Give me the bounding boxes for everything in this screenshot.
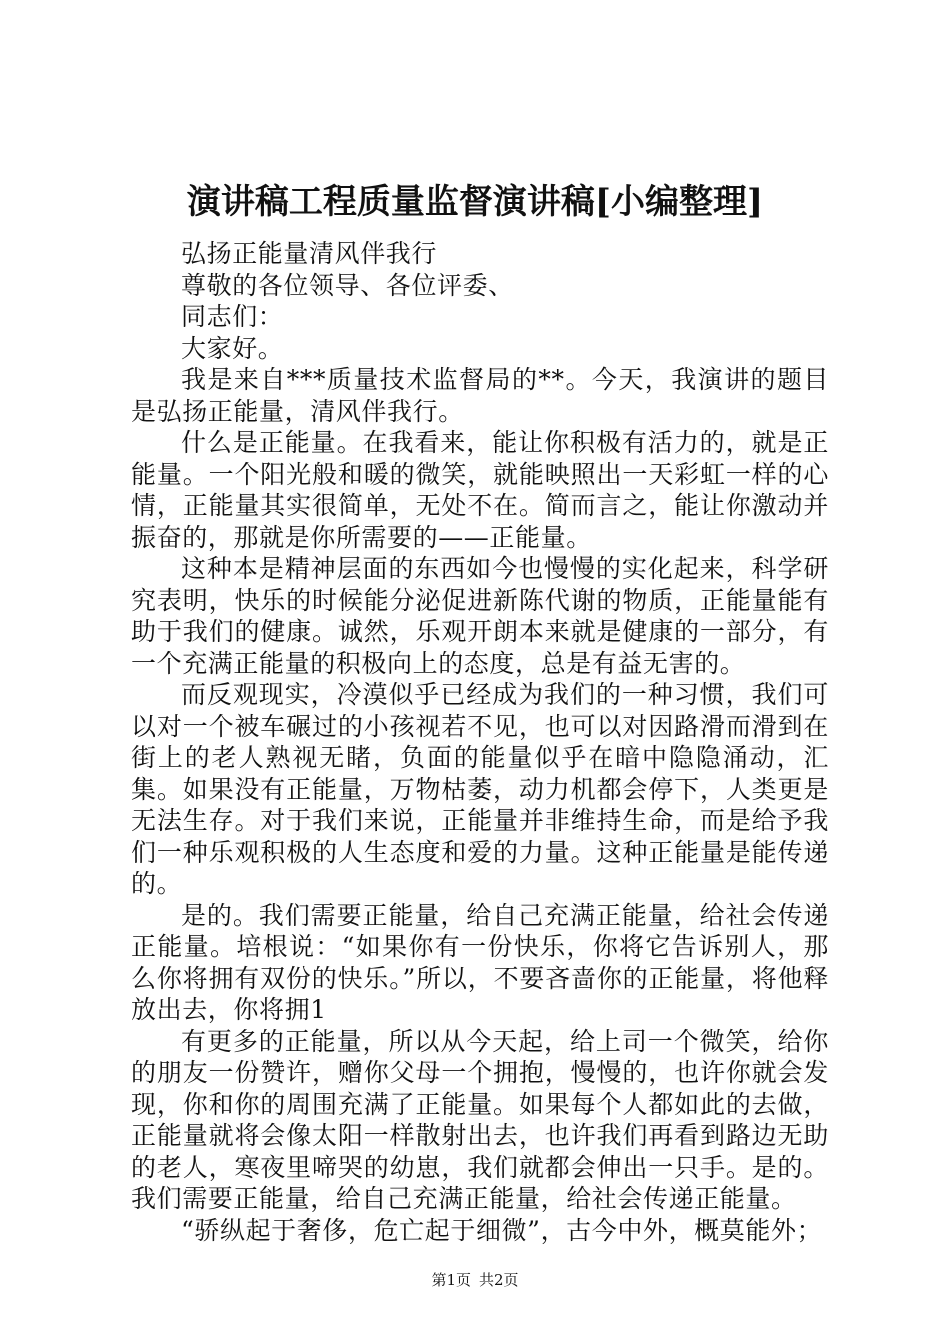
document-body	[131, 236, 829, 1246]
page-number: 第1页	[431, 1271, 471, 1289]
document-title: 演讲稿工程质量监督演讲稿[小编整理]	[186, 182, 764, 222]
page-total: 共2页	[479, 1271, 519, 1289]
page-footer	[0, 1270, 950, 1290]
paragraph-intro: 我是来自***质量技术监督局的**。今天，我演讲的题目是弘扬正能量，清风伴我行。	[131, 365, 829, 426]
paragraph-greeting: 大家好。	[181, 333, 284, 363]
paragraph-quote: “骄纵起于奢侈，危亡起于细微”，古今中外，概莫能外；	[181, 1215, 823, 1245]
paragraph-bacon: 是的。我们需要正能量，给自己充满正能量，给社会传递正能量。培根说：“如果你有一份快乐，你将它告诉别人，那么你将拥有双份的快乐。”所以，不要吝啬你的正能量，将他释放出去，你将拥1	[131, 900, 829, 1024]
paragraph-salutation: 尊敬的各位领导、各位评委、	[181, 270, 514, 300]
paragraph-reality: 而反观现实，冷漠似乎已经成为我们的一种习惯，我们可以对一个被车碾过的小孩视若不见，也可以对因路滑而滑到在街上的老人熟视无睹，负面的能量似乎在暗中隐隐涌动，汇集。如果没有正能量，万物枯萎，动力机都会停下，人类更是无法生存。对于我们来说，正能量并非维持生命，而是给予我们一种乐观积极的人生态度和爱的力量。这种正能量是能传递的。	[131, 680, 829, 898]
paragraph-definition: 什么是正能量。在我看来，能让你积极有活力的，就是正能量。一个阳光般和暖的微笑，就能映照出一天彩虹一样的心情，正能量其实很简单，无处不在。简而言之，能让你激动并振奋的，那就是你所需要的——正能量。	[131, 428, 829, 552]
paragraph-science: 这种本是精神层面的东西如今也慢慢的实化起来，科学研究表明，快乐的时候能分泌促进新陈代谢的物质，正能量能有助于我们的健康。诚然，乐观开朗本来就是健康的一部分，有一个充满正能量的积极向上的态度，总是有益无害的。	[131, 554, 829, 678]
paragraph-action: 有更多的正能量，所以从今天起，给上司一个微笑，给你的朋友一份赞许，赠你父母一个拥抱，慢慢的，也许你就会发现，你和你的周围充满了正能量。如果每个人都如此的去做，正能量就将会像太阳一样散射出去，也许我们再看到路边无助的老人，寒夜里啼哭的幼崽，我们就都会伸出一只手。是的。我们需要正能量，给自己充满正能量，给社会传递正能量。	[131, 1026, 829, 1213]
paragraph-comrades: 同志们：	[181, 302, 284, 331]
paragraph-slogan: 弘扬正能量清风伴我行	[181, 239, 438, 268]
